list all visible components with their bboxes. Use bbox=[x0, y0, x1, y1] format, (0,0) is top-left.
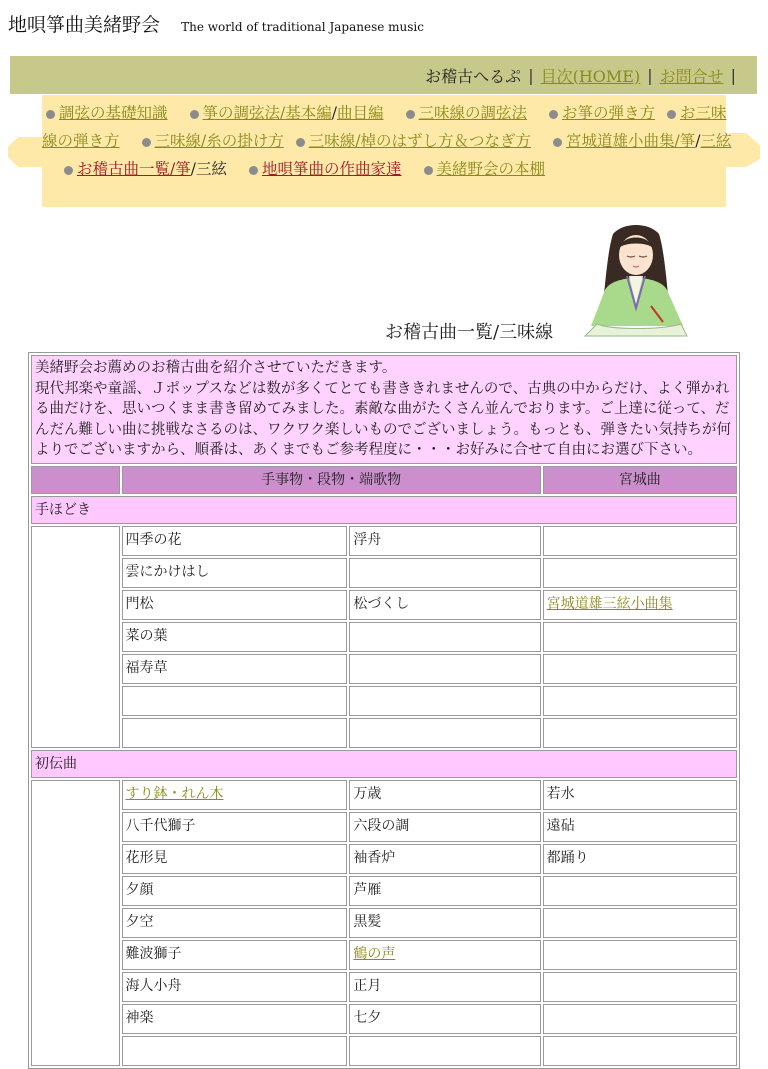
piece-link[interactable]: 鶴の声 bbox=[353, 945, 396, 962]
table-cell bbox=[349, 590, 540, 620]
piece-name: 難波獅子 bbox=[125, 945, 182, 962]
table-cell bbox=[349, 876, 540, 906]
top-nav-bar bbox=[10, 56, 757, 94]
piece-name: 花形見 bbox=[125, 849, 168, 866]
piece-name: 菜の葉 bbox=[125, 627, 168, 644]
table-cell bbox=[122, 876, 348, 906]
bullet-icon bbox=[667, 110, 676, 119]
table-row bbox=[31, 844, 737, 874]
piece-name: 正月 bbox=[353, 977, 382, 994]
piece-name: 神楽 bbox=[125, 1009, 154, 1026]
bullet-icon bbox=[553, 138, 562, 147]
table-cell bbox=[543, 622, 737, 652]
intro-line-1: 美緒野会お薦めのお稽古曲を紹介させていただきます。 bbox=[35, 360, 397, 376]
table-cell bbox=[122, 1004, 348, 1034]
table-cell bbox=[349, 844, 540, 874]
table-row bbox=[31, 558, 737, 588]
nav-link-composers[interactable]: 地唄箏曲の作曲家達 bbox=[261, 160, 402, 178]
site-header bbox=[8, 10, 424, 37]
section-blank-cell bbox=[31, 526, 120, 748]
table-cell bbox=[349, 940, 540, 970]
nav-link-repertoire-koto[interactable]: お稽古曲一覧/箏 bbox=[77, 160, 191, 178]
table-cell bbox=[349, 908, 540, 938]
table-cell bbox=[543, 876, 737, 906]
nav-link-shamisen-neck[interactable]: 三味線/棹のはずし方＆つなぎ方 bbox=[308, 132, 531, 150]
table-cell bbox=[122, 686, 348, 716]
bullet-icon bbox=[549, 110, 558, 119]
table-cell bbox=[543, 590, 737, 620]
table-cell bbox=[122, 844, 348, 874]
piece-name: 福寿草 bbox=[125, 659, 168, 676]
bullet-icon bbox=[190, 110, 199, 119]
nav-link-koto-playing[interactable]: お箏の弾き方 bbox=[562, 104, 656, 122]
nav-link-tuning-basics[interactable]: 調弦の基礎知識 bbox=[59, 104, 168, 122]
bullet-icon bbox=[424, 166, 433, 175]
table-cell bbox=[543, 686, 737, 716]
bullet-icon bbox=[406, 110, 415, 119]
piece-name: 夕空 bbox=[125, 913, 154, 930]
piece-name: 黒髪 bbox=[353, 913, 382, 930]
table-row bbox=[31, 654, 737, 684]
table-row bbox=[31, 622, 737, 652]
table-cell bbox=[349, 526, 540, 556]
table-row bbox=[31, 876, 737, 906]
intro-text bbox=[31, 355, 737, 464]
bullet-icon bbox=[46, 110, 55, 119]
piece-name: 八千代獅子 bbox=[125, 817, 196, 834]
table-cell bbox=[122, 558, 348, 588]
table-cell bbox=[543, 526, 737, 556]
piece-name: 門松 bbox=[125, 595, 154, 612]
piece-link[interactable]: 宮城道雄三絃小曲集 bbox=[546, 595, 673, 612]
table-cell bbox=[122, 526, 348, 556]
table-row bbox=[31, 780, 737, 810]
table-row bbox=[31, 686, 737, 716]
table-cell bbox=[543, 1036, 737, 1066]
table-cell bbox=[543, 718, 737, 748]
table-cell bbox=[349, 654, 540, 684]
section-header: 手ほどき bbox=[31, 496, 737, 524]
table-cell bbox=[349, 622, 540, 652]
piece-name: 六段の調 bbox=[353, 817, 410, 834]
bullet-icon bbox=[64, 166, 73, 175]
table-cell bbox=[122, 908, 348, 938]
table-row bbox=[31, 590, 737, 620]
table-cell bbox=[349, 1036, 540, 1066]
piece-name: 芦雁 bbox=[353, 881, 382, 898]
table-cell bbox=[543, 1004, 737, 1034]
nav-link-miyagi-sangen[interactable]: 三絃 bbox=[700, 132, 732, 150]
table-row bbox=[31, 908, 737, 938]
table-cell bbox=[349, 972, 540, 1002]
table-row bbox=[31, 940, 737, 970]
table-row bbox=[31, 972, 737, 1002]
table-cell bbox=[349, 1004, 540, 1034]
table-cell bbox=[122, 940, 348, 970]
site-title: 地唄箏曲美緒野会 bbox=[8, 14, 161, 36]
nav-link-shamisen-playing[interactable]: お三味線の弾き方 bbox=[42, 104, 727, 150]
section-header: 初伝曲 bbox=[31, 750, 737, 778]
nav-link-miyagi-koto[interactable]: 宮城道雄小曲集/箏 bbox=[565, 132, 696, 150]
table-cell bbox=[543, 558, 737, 588]
table-row bbox=[31, 1004, 737, 1034]
table-cell bbox=[543, 844, 737, 874]
piece-name: 四季の花 bbox=[125, 531, 182, 548]
nav-link-koto-tuning-songs[interactable]: 曲目編 bbox=[336, 104, 384, 122]
piece-name: 袖香炉 bbox=[353, 849, 396, 866]
piece-name: 雲にかけはし bbox=[125, 563, 210, 580]
nav-link-bookshelf[interactable]: 美緒野会の本棚 bbox=[436, 160, 546, 178]
table-cell bbox=[349, 780, 540, 810]
table-row bbox=[31, 526, 737, 556]
intro-line-2: 現代邦楽や童謡、Ｊポップスなどは数が多くてとても書ききれませんので、古典の中からだけ、よく弾かれる曲だけを、思いつくまま書き留めてみました。素敵な曲がたくさん並んでおります。ご上達に従って、だんだん難しい曲に挑戦なさるのは、ワクワク楽しいものでございましょう。もっとも、弾きたい気持ちが何よりでございますから、順番は、あくまでもご参考程度に・・・お好みに合せて自由にお選び下さい。 bbox=[35, 380, 731, 458]
piece-name: 万歳 bbox=[353, 785, 382, 802]
table-row bbox=[31, 812, 737, 842]
repertoire-table bbox=[28, 352, 740, 1069]
nav-links: 調弦の基礎知識 箏の調弦法/基本編/曲目編 三味線の調弦法 お箏の弾き方 お三味線の弾き方 三味線/糸の掛け方 三味線/棹のはずし方＆つなぎ方 宮城道雄小曲集/箏/三絃お稽古曲一覧/箏/三絃 地唄箏曲の作曲家達 美緒野会の本棚 bbox=[42, 104, 732, 178]
table-cell bbox=[543, 908, 737, 938]
table-cell bbox=[122, 812, 348, 842]
piece-name: 松づくし bbox=[353, 595, 410, 612]
nav-link-shamisen-tuning[interactable]: 三味線の調弦法 bbox=[418, 104, 528, 122]
table-cell bbox=[122, 718, 348, 748]
table-cell bbox=[543, 780, 737, 810]
table-row bbox=[31, 1036, 737, 1066]
nav-link-shamisen-strings[interactable]: 三味線/糸の掛け方 bbox=[154, 132, 284, 150]
page-title: お稽古曲一覧/三味線 bbox=[385, 322, 554, 343]
nav-link-koto-tuning-basic[interactable]: 箏の調弦法/基本編 bbox=[202, 104, 332, 122]
piece-name: 海人小舟 bbox=[125, 977, 182, 994]
table-cell bbox=[122, 972, 348, 1002]
table-cell bbox=[122, 622, 348, 652]
table-row bbox=[31, 718, 737, 748]
nav-separator: | bbox=[647, 65, 653, 85]
piece-name: 浮舟 bbox=[353, 531, 382, 548]
table-cell bbox=[543, 654, 737, 684]
bullet-icon bbox=[142, 138, 151, 147]
piece-name: 若水 bbox=[546, 785, 575, 802]
nav-panel bbox=[8, 95, 760, 210]
section-blank-cell bbox=[31, 780, 120, 1066]
nav-separator: | bbox=[528, 65, 534, 85]
bullet-icon bbox=[249, 166, 258, 175]
contact-link[interactable]: お問合せ bbox=[659, 66, 724, 86]
nav-separator: | bbox=[730, 65, 736, 85]
table-cell bbox=[349, 718, 540, 748]
table-cell bbox=[543, 972, 737, 1002]
table-cell bbox=[349, 558, 540, 588]
help-label: お稽古へるぷ bbox=[425, 66, 522, 86]
table-cell bbox=[543, 940, 737, 970]
piece-name: 遠砧 bbox=[546, 817, 575, 834]
piece-link[interactable]: すり鉢・れん木 bbox=[125, 785, 224, 802]
piece-name: 都踊り bbox=[546, 849, 589, 866]
home-link[interactable]: 目次(HOME) bbox=[540, 66, 641, 86]
bullet-icon bbox=[296, 138, 305, 147]
table-cell bbox=[349, 686, 540, 716]
table-cell bbox=[543, 812, 737, 842]
table-cell bbox=[122, 654, 348, 684]
table-cell bbox=[122, 1036, 348, 1066]
header-blank-cell bbox=[31, 466, 120, 494]
table-cell bbox=[122, 590, 348, 620]
site-subtitle: The world of traditional Japanese music bbox=[181, 20, 424, 34]
nav-current-sangen: 三絃 bbox=[195, 160, 227, 178]
col-header-miyagi: 宮城曲 bbox=[543, 466, 737, 494]
table-cell bbox=[122, 780, 348, 810]
col-header-tegotomono: 手事物・段物・端歌物 bbox=[122, 466, 541, 494]
piece-name: 夕顔 bbox=[125, 881, 154, 898]
girl-illustration bbox=[583, 224, 689, 342]
piece-name: 七夕 bbox=[353, 1009, 382, 1026]
table-cell bbox=[349, 812, 540, 842]
